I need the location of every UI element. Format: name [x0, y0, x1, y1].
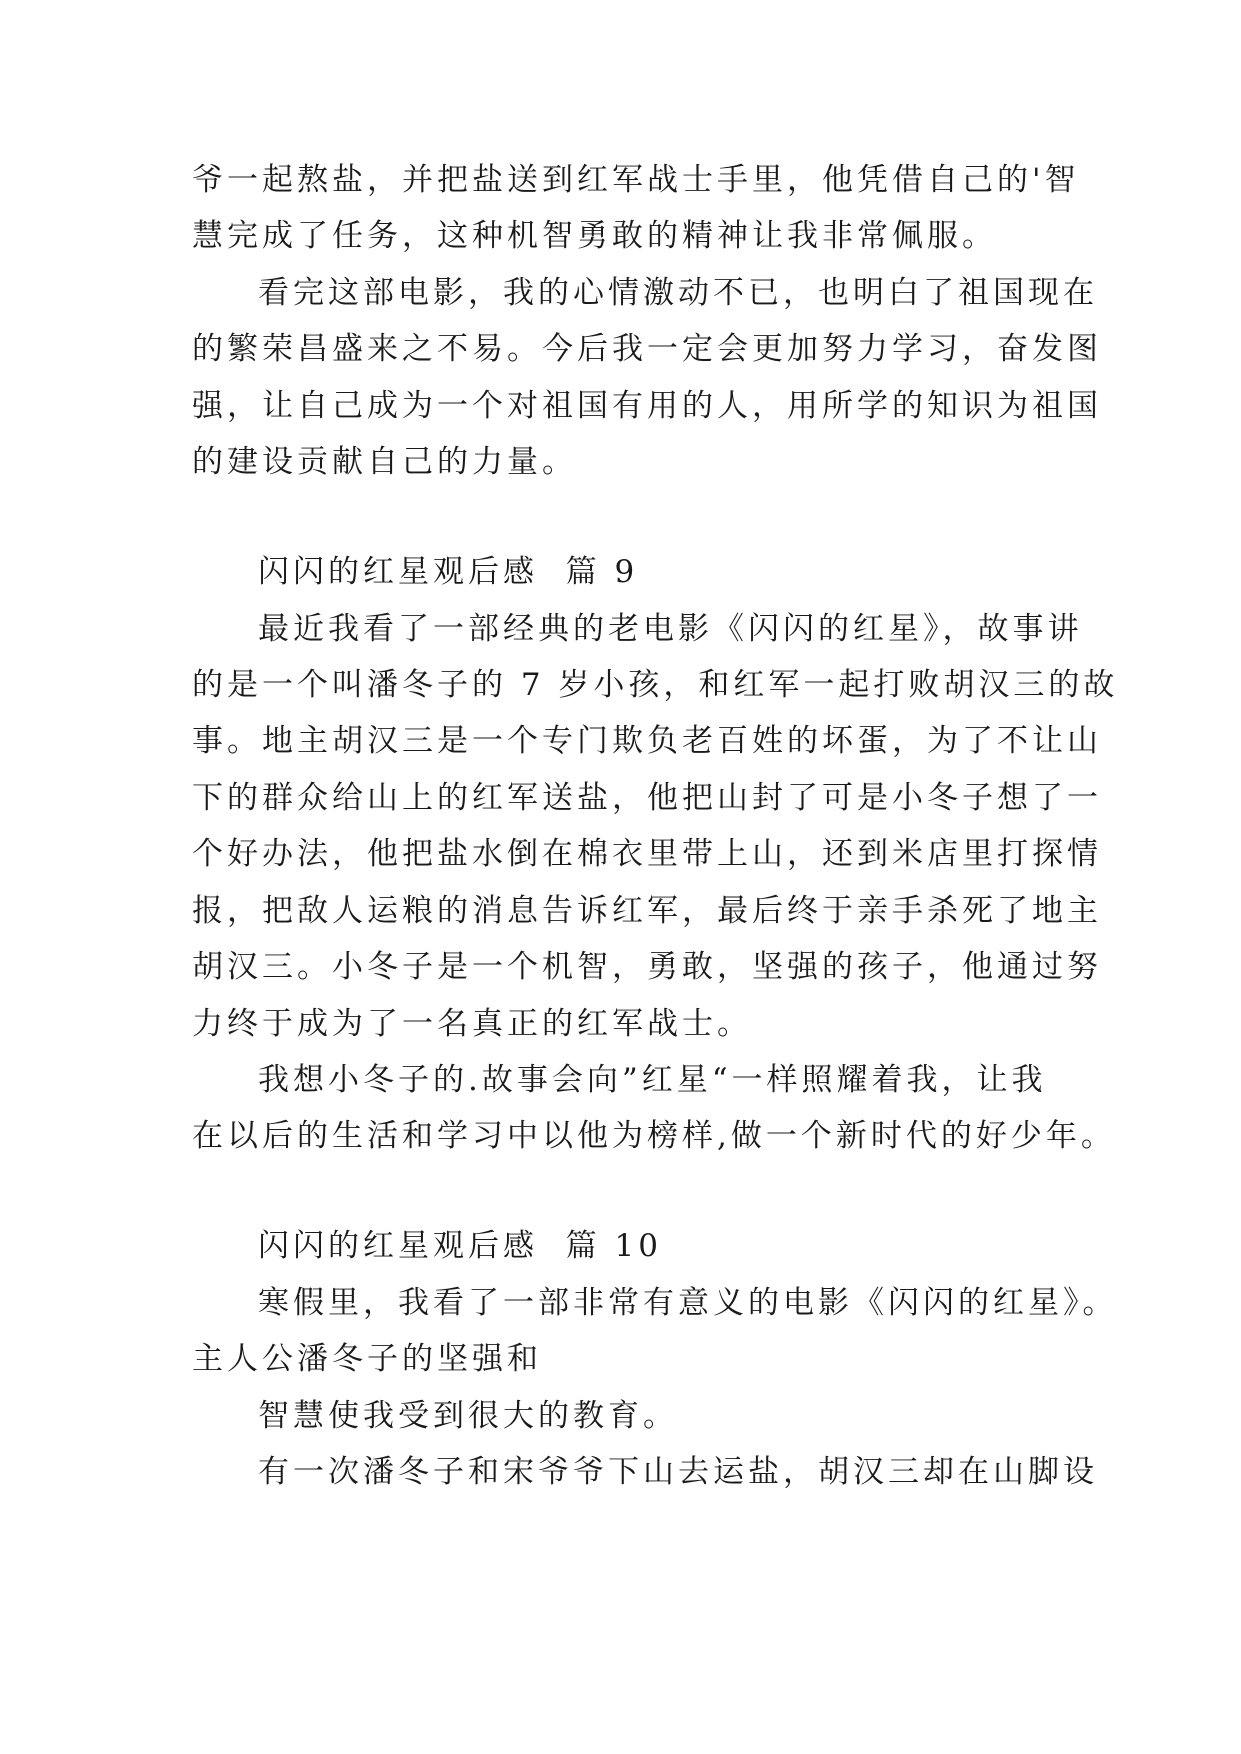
paragraph-line: 爷一起熬盐，并把盐送到红军战士手里，他凭借自己的'智: [192, 162, 1080, 198]
paragraph-line: 最近我看了一部经典的老电影《闪闪的红星》，故事讲: [258, 611, 1083, 647]
paragraph-line: 主人公潘冬子的坚强和: [192, 1341, 542, 1377]
paragraph-line: 我想小冬子的.故事会向”红星“一样照耀着我，让我: [258, 1062, 1047, 1098]
paragraph-line: 在以后的生活和学习中以他为榜样,做一个新时代的好少年。: [192, 1118, 1116, 1154]
paragraph-line: 的是一个叫潘冬子的 7 岁小孩，和红军一起打败胡汉三的故: [192, 667, 1119, 703]
paragraph-line: 智慧使我受到很大的教育。: [258, 1398, 678, 1434]
paragraph-line: 慧完成了任务，这种机智勇敢的精神让我非常佩服。: [192, 218, 997, 254]
section-heading: 闪闪的红星观后感 篇 10: [258, 1228, 663, 1264]
paragraph-line: 胡汉三。小冬子是一个机智，勇敢，坚强的孩子，他通过努: [192, 949, 1102, 985]
paragraph-line: 事。地主胡汉三是一个专门欺负老百姓的坏蛋，为了不让山: [192, 723, 1102, 759]
paragraph-line: 下的群众给山上的红军送盐，他把山封了可是小冬子想了一: [192, 780, 1102, 816]
paragraph-line: 力终于成为了一名真正的红军战士。: [192, 1006, 752, 1042]
paragraph-line: 有一次潘冬子和宋爷爷下山去运盐，胡汉三却在山脚设: [258, 1454, 1098, 1490]
section-heading: 闪闪的红星观后感 篇 9: [258, 554, 639, 590]
paragraph-line: 的繁荣昌盛来之不易。今后我一定会更加努力学习，奋发图: [192, 331, 1102, 367]
paragraph-line: 强，让自己成为一个对祖国有用的人，用所学的知识为祖国: [192, 388, 1102, 424]
paragraph-line: 报，把敌人运粮的消息告诉红军，最后终于亲手杀死了地主: [192, 893, 1102, 929]
paragraph-line: 寒假里，我看了一部非常有意义的电影《闪闪的红星》。: [258, 1285, 1118, 1321]
paragraph-line: 个好办法，他把盐水倒在棉衣里带上山，还到米店里打探情: [192, 836, 1102, 872]
paragraph-line: 的建设贡献自己的力量。: [192, 444, 577, 480]
paragraph-line: 看完这部电影，我的心情激动不已，也明白了祖国现在: [258, 275, 1098, 311]
